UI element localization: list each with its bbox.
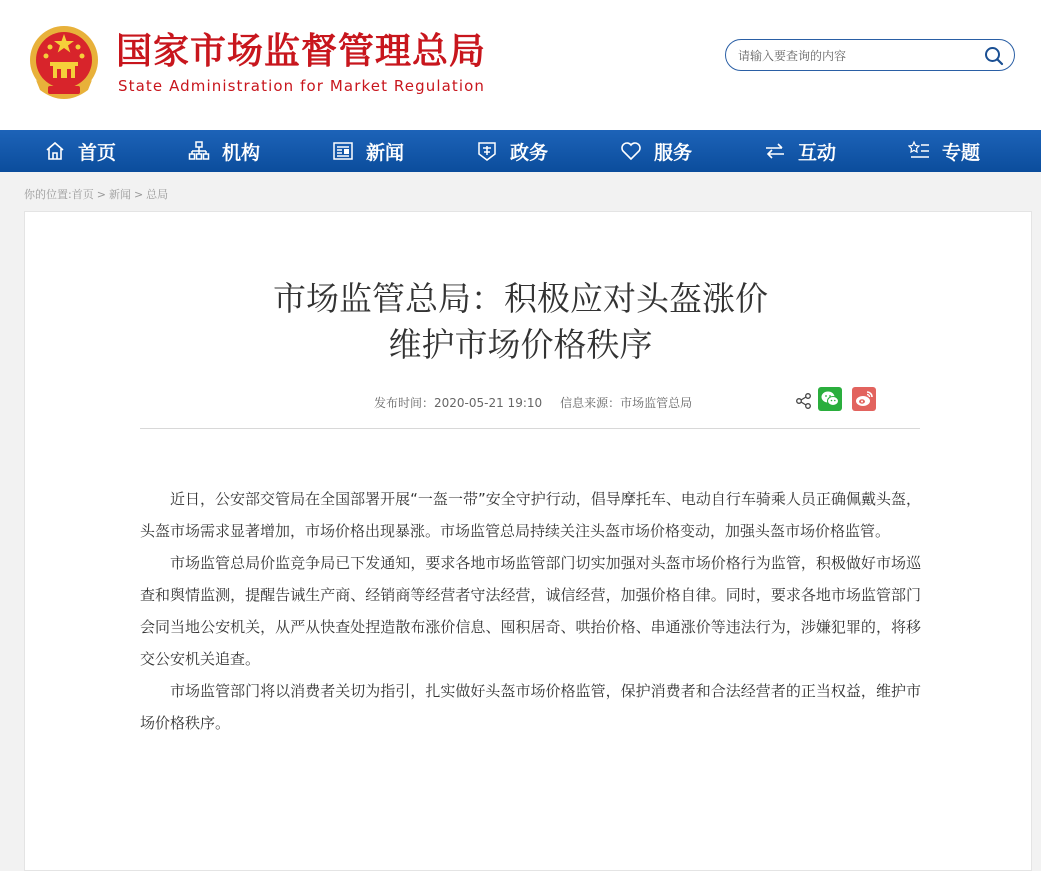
site-header	[0, 0, 1041, 130]
org-chart-icon	[188, 140, 210, 162]
national-emblem-icon[interactable]	[28, 24, 100, 100]
nav-item-topics[interactable]	[908, 130, 980, 172]
article-title-line1: 市场监管总局：积极应对头盔涨价	[273, 279, 768, 318]
weibo-icon[interactable]	[852, 387, 876, 411]
nav-item-home[interactable]	[44, 130, 116, 172]
breadcrumb-separator: >	[133, 188, 144, 201]
topics-icon	[908, 140, 930, 162]
nav-label: 专题	[942, 141, 981, 164]
site-name-cn[interactable]: 国家市场监督管理总局	[116, 31, 487, 72]
nav-label: 互动	[798, 141, 837, 164]
share-icon[interactable]	[795, 392, 813, 410]
title-divider	[140, 428, 920, 429]
newspaper-icon	[332, 140, 354, 162]
home-icon	[44, 140, 66, 162]
search-box	[725, 39, 1015, 71]
main-nav	[0, 130, 1041, 172]
breadcrumb	[24, 186, 168, 202]
nav-label: 服务	[654, 141, 693, 164]
heart-icon	[620, 140, 642, 162]
nav-label: 首页	[78, 141, 117, 164]
article-title-line2: 维护市场价格秩序	[388, 325, 653, 364]
article-paragraph: 近日，公安部交管局在全国部署开展“一盔一带”安全守护行动，倡导摩托车、电动自行车骑乘人员正确佩戴头盔，头盔市场需求显著增加，市场价格出现暴涨。市场监管总局持续关注头盔市场价格变动，加强头盔市场价格监管。	[140, 490, 921, 540]
search-input[interactable]	[736, 45, 980, 67]
nav-item-org[interactable]	[188, 130, 260, 172]
nav-label: 机构	[222, 141, 261, 164]
article-title	[0, 276, 1041, 368]
breadcrumb-news[interactable]: 新闻	[108, 188, 131, 201]
nav-item-interaction[interactable]	[764, 130, 836, 172]
search-icon[interactable]	[984, 46, 1004, 66]
article-body	[140, 483, 921, 739]
government-icon	[476, 140, 498, 162]
nav-item-government[interactable]	[476, 130, 548, 172]
article-meta	[374, 394, 692, 411]
nav-item-news[interactable]	[332, 130, 404, 172]
publish-time: 发布时间：2020-05-21 19:10	[374, 396, 543, 410]
exchange-icon	[764, 140, 786, 162]
article-source: 信息来源：市场监管总局	[560, 396, 693, 410]
nav-label: 政务	[510, 141, 549, 164]
wechat-icon[interactable]	[818, 387, 842, 411]
breadcrumb-prefix: 你的位置:	[24, 188, 72, 201]
site-name-en: State Administration for Market Regulation	[118, 77, 486, 95]
breadcrumb-separator: >	[96, 188, 106, 201]
article-paragraph: 市场监管部门将以消费者关切为指引，扎实做好头盔市场价格监管，保护消费者和合法经营者的正当权益，维护市场价格秩序。	[140, 682, 921, 732]
breadcrumb-current[interactable]: 总局	[146, 188, 169, 201]
nav-item-service[interactable]	[620, 130, 692, 172]
nav-label: 新闻	[366, 141, 405, 164]
breadcrumb-home[interactable]: 首页	[71, 188, 94, 201]
article-paragraph: 市场监管总局价监竞争局已下发通知，要求各地市场监管部门切实加强对头盔市场价格行为监管，积极做好市场巡查和舆情监测，提醒告诫生产商、经销商等经营者守法经营，诚信经营，加强价格自律。同时，要求各地市场监管部门会同当地公安机关，从严从快查处捏造散布涨价信息、囤积居奇、哄抬价格、串通涨价等违法行为，涉嫌犯罪的，将移交公安机关追查。	[140, 554, 921, 668]
